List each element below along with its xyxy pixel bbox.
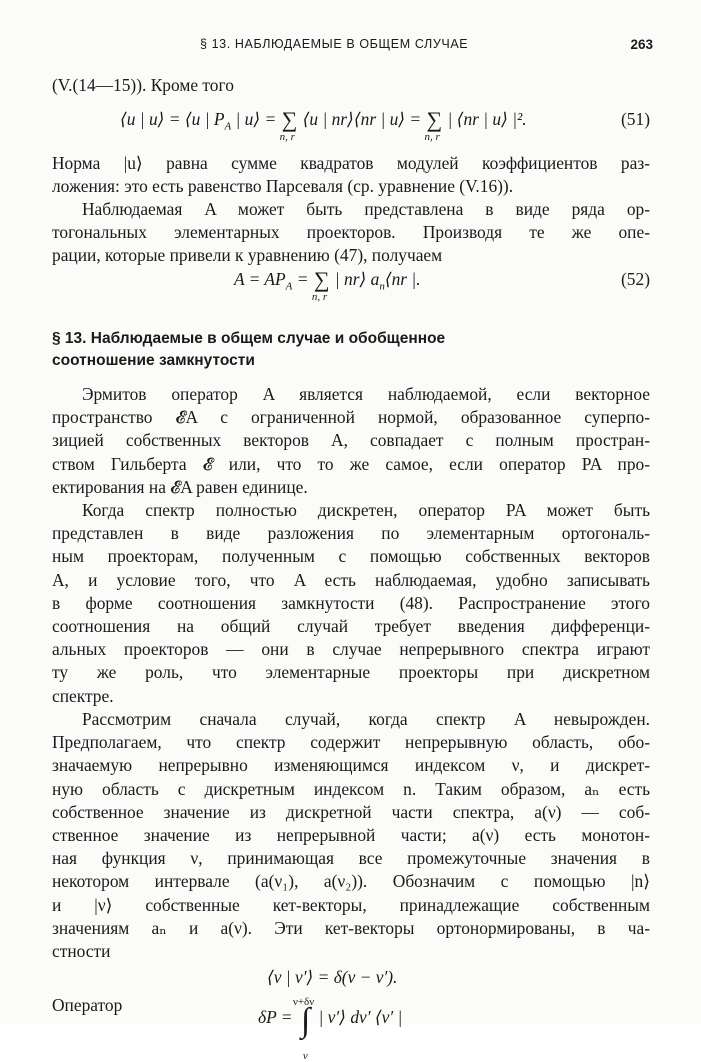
paragraph xyxy=(52,198,650,268)
text-line: Когда спектр полностью дискретен, оператор PA может быть xyxy=(82,500,650,520)
text-line: Наблюдаемая A может быть представлена в виде ряда ор- xyxy=(82,199,650,219)
text-line: значаемую непрерывно изменяющимся индексом ν, и дискрет- xyxy=(52,755,650,776)
text-line: ством Гильберта 𝓔 или, что то же самое, если оператор PA про- xyxy=(52,453,650,474)
text-line: (V.(14—15)). Кроме того xyxy=(52,75,234,95)
header-title: § 13. НАБЛЮДАЕМЫЕ В ОБЩЕМ СЛУЧАЕ xyxy=(200,37,469,51)
paragraph xyxy=(52,152,650,198)
text-line: соотношения на общий случай требует введения дифференци- xyxy=(52,616,650,637)
text-line: ственное значение из непрерывной части; a(ν) есть монотон- xyxy=(52,825,650,846)
text-line: спектре. xyxy=(52,685,114,706)
text-line: значениям aₙ и a(ν). Эти кет-векторы ортонормированы, в ча- xyxy=(52,917,650,938)
integral-symbol xyxy=(292,996,315,1062)
text-line: A, и условие того, что A есть наблюдаемая, удобно записывать xyxy=(52,569,650,590)
text-line: ную область с дискретным индексом n. Таким образом, aₙ есть xyxy=(52,778,650,799)
text-line: ложения: это есть равенство Парсеваля (ср. уравнение (V.16)). xyxy=(52,176,514,197)
paragraph xyxy=(52,708,650,963)
eq52-rhs: | nr⟩ a xyxy=(334,269,380,289)
sum-symbol xyxy=(279,107,298,143)
text-line: Рассмотрим сначала случай, когда спектр A невырожден. xyxy=(82,709,650,729)
running-header xyxy=(52,33,653,53)
text-line: и |ν⟩ собственные кет-векторы, принадлежащие собственным xyxy=(52,894,650,915)
text-line: альных проекторов — они в случае непрерывного спектра играют xyxy=(52,639,650,660)
eq51-mid: | u⟩ = xyxy=(231,109,277,129)
text-line: стности xyxy=(52,941,111,962)
heading-line: соотношение замкнутости xyxy=(52,352,255,369)
equation-51 xyxy=(52,108,650,148)
paragraph xyxy=(52,499,650,708)
text-line: некотором интервале (a(ν₁), a(ν₂)). Обозначим с помощью |n⟩ xyxy=(52,871,650,892)
eq52-sub-n: n xyxy=(379,280,385,293)
equation-number: (51) xyxy=(621,109,650,129)
eq51-lhs: ⟨u | u⟩ = ⟨u | P xyxy=(120,109,225,129)
eq51-term2: | ⟨nr | u⟩ |². xyxy=(447,109,527,129)
equation-dp xyxy=(52,996,650,1062)
text-line: Эрмитов оператор A является наблюдаемой, если векторное xyxy=(82,384,650,404)
dp-rhs: | ν′⟩ dν′ ⟨ν′ | xyxy=(318,1007,403,1027)
text-line: Предполагаем, что спектр содержит непрерывную область, обо- xyxy=(52,732,650,753)
equation-51-body xyxy=(120,107,527,143)
eq52-eq: = xyxy=(292,269,309,289)
text-line: ектирования на 𝓔A равен единице. xyxy=(52,476,308,497)
paragraph xyxy=(52,383,650,499)
integral-upper-limit: ν+δν xyxy=(292,996,315,1008)
integral-lower-limit: ν xyxy=(302,1050,308,1062)
equation-52 xyxy=(52,268,650,308)
sum-glyph: ∑ xyxy=(426,107,443,132)
eq52-sub-a: A xyxy=(285,280,293,293)
sum-glyph: ∑ xyxy=(313,267,330,292)
equation-52-body xyxy=(234,267,421,303)
text-line: тогональных элементарных проекторов. Производя те же опе- xyxy=(52,222,650,243)
eq51-sub-a: A xyxy=(224,120,232,133)
equation-number: (52) xyxy=(621,269,650,289)
sum-subscript: n, r xyxy=(311,291,328,303)
text-line: ным проекторам, полученным с помощью собственных векторов xyxy=(52,546,650,567)
sum-glyph: ∑ xyxy=(281,107,298,132)
text-line: Оператор xyxy=(52,995,123,1015)
text-line: рации, которые привели к уравнению (47), получаем xyxy=(52,245,443,266)
heading-line: § 13. Наблюдаемые в общем случае и обобщенное xyxy=(52,330,446,347)
text-line: пространство 𝓔A с ограниченной нормой, образованное суперпо- xyxy=(52,407,650,428)
sum-symbol xyxy=(311,267,330,303)
sum-symbol xyxy=(424,107,443,143)
eq52-rhs2: ⟨nr |. xyxy=(384,269,421,289)
text-line: Норма |u⟩ равна сумме квадратов модулей коэффициентов раз- xyxy=(52,153,650,173)
equation-delta-body: ⟨ν | ν′⟩ = δ(ν − ν′). xyxy=(267,967,398,987)
integral-glyph: ∫ xyxy=(300,1002,311,1039)
page-number: 263 xyxy=(630,37,653,52)
intro-line xyxy=(52,74,650,97)
text-line: ту же роль, что элементарные проекторы при дискретном xyxy=(52,662,650,683)
text-line: зицией собственных векторов A, совпадает с полным простран- xyxy=(52,430,650,451)
equation-delta xyxy=(52,966,650,990)
equation-dp-body xyxy=(258,996,403,1062)
text-line: ная функция ν, принимающая все промежуточные значения в xyxy=(52,848,650,869)
text-line: в форме соотношения замкнутости (48). Распространение этого xyxy=(52,592,650,613)
eq51-term1: ⟨u | nr⟩⟨nr | u⟩ = xyxy=(302,109,422,129)
text-line: представлен в виде разложения по элементарным ортогональ- xyxy=(52,523,650,544)
eq52-lhs: A = AP xyxy=(234,269,286,289)
dp-lhs: δP = xyxy=(258,1007,293,1027)
text-line: собственное значение из дискретной части спектра, a(ν) — соб- xyxy=(52,801,650,822)
section-heading xyxy=(52,328,650,372)
sum-subscript: n, r xyxy=(279,131,295,143)
sum-subscript: n, r xyxy=(424,131,440,143)
